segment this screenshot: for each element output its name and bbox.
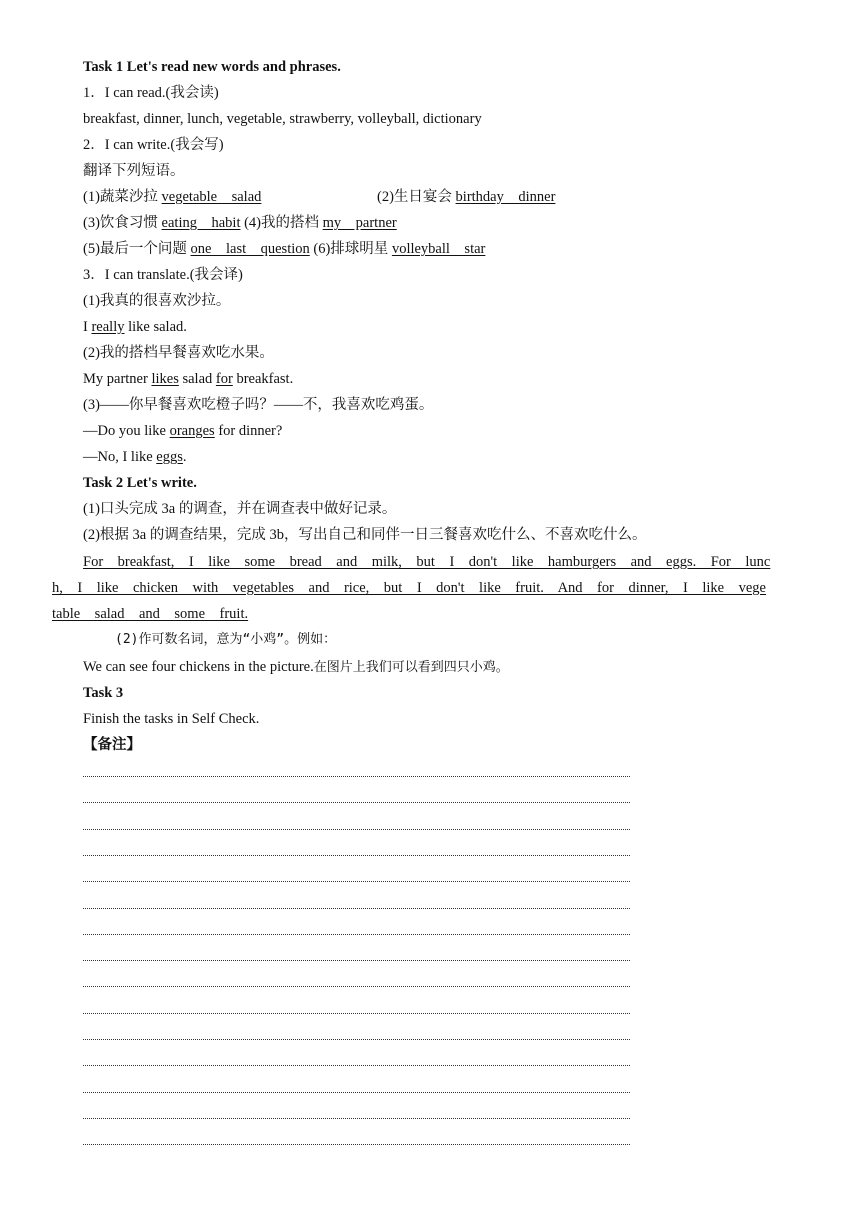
- answer-blank: really: [91, 319, 125, 335]
- phrase-prompt: (5)最后一个问题: [83, 241, 191, 257]
- write-instruction: 翻译下列短语。: [83, 163, 185, 179]
- write-heading: 2．I can write.(我会写): [83, 137, 224, 153]
- translate-3-answer: [83, 448, 187, 466]
- notes-dotted-line[interactable]: [83, 1013, 630, 1014]
- example-en: We can see four chickens in the picture.: [83, 659, 314, 675]
- phrase-prompt: (6)排球明星: [309, 241, 392, 257]
- text: .: [182, 449, 187, 465]
- task2-step2: (2)根据 3a 的调查结果，完成 3b，写出自己和同伴一日三餐喜欢吃什么、不喜欢吃什么。: [83, 527, 647, 543]
- notes-dotted-line[interactable]: [83, 934, 630, 935]
- example-cn: 在图片上我们可以看到四只小鸡。: [313, 660, 509, 675]
- task1-title: Task 1 Let's read new words and phrases.: [83, 59, 341, 75]
- notes-dotted-line[interactable]: [83, 1065, 630, 1066]
- phrase-2: [377, 188, 555, 206]
- notes-dotted-line[interactable]: [83, 1118, 630, 1119]
- read-words: breakfast, dinner, lunch, vegetable, strawberry, volleyball, dictionary: [83, 111, 482, 127]
- example-sentence: [83, 658, 509, 677]
- translate-3-question: [83, 422, 282, 440]
- task2-answer-line-1: For breakfast, I like some bread and milk, but I don't like hamburgers and eggs. For lunc: [83, 554, 771, 570]
- translate-2-cn: (2)我的搭档早餐喜欢吃水果。: [83, 345, 274, 361]
- translate-1-cn: (1)我真的很喜欢沙拉。: [83, 293, 231, 309]
- text: —No, I like: [83, 449, 157, 465]
- phrase-answer: birthday dinner: [455, 189, 556, 205]
- text: —Do you like: [83, 423, 170, 439]
- text: breakfast.: [232, 371, 294, 387]
- notes-dotted-line[interactable]: [83, 802, 630, 803]
- notes-dotted-line[interactable]: [83, 1092, 630, 1093]
- phrase-3-4: [83, 214, 397, 232]
- task2-answer-line-2: h, I like chicken with vegetables and rice, but I don't like fruit. And for dinner, I like vege: [52, 580, 766, 596]
- text: salad: [178, 371, 216, 387]
- translate-2-en: [83, 370, 293, 388]
- notes-dotted-line[interactable]: [83, 908, 630, 909]
- phrase-prompt: (2)生日宴会: [377, 189, 456, 205]
- phrase-prompt: (3)饮食习惯: [83, 215, 162, 231]
- translate-heading: 3．I can translate.(我会译): [83, 267, 243, 283]
- read-heading: 1．I can read.(我会读): [83, 85, 219, 101]
- translate-3-cn: (3)——你早餐喜欢吃橙子吗？——不，我喜欢吃鸡蛋。: [83, 397, 434, 413]
- task2-answer-line-3: table salad and some fruit.: [52, 606, 249, 622]
- phrase-prompt: (1)蔬菜沙拉: [83, 189, 162, 205]
- phrase-prompt: (4)我的搭档: [240, 215, 323, 231]
- answer-blank: oranges: [169, 423, 215, 439]
- notes-dotted-line[interactable]: [83, 829, 630, 830]
- answer-blank: eggs: [156, 449, 183, 465]
- notes-dotted-line[interactable]: [83, 776, 630, 777]
- phrase-answer: my partner: [322, 215, 397, 231]
- notes-dotted-line[interactable]: [83, 855, 630, 856]
- phrase-1: [83, 188, 261, 206]
- phrase-answer: one last question: [190, 241, 310, 257]
- task2-step1: (1)口头完成 3a 的调查，并在调查表中做好记录。: [83, 501, 397, 517]
- text: for dinner?: [214, 423, 283, 439]
- text: like salad.: [124, 319, 187, 335]
- text: I: [83, 319, 92, 335]
- task3-title: Task 3: [83, 685, 124, 701]
- answer-blank: for: [215, 371, 233, 387]
- task2-title: Task 2 Let's write.: [83, 475, 197, 491]
- notes-dotted-line[interactable]: [83, 881, 630, 882]
- answer-blank: likes: [151, 371, 179, 387]
- task3-instruction: Finish the tasks in Self Check.: [83, 711, 260, 727]
- notes-title: 【备注】: [83, 737, 141, 753]
- phrase-answer: vegetable salad: [161, 189, 262, 205]
- phrase-answer: volleyball star: [391, 241, 486, 257]
- notes-dotted-line[interactable]: [83, 960, 630, 961]
- note-line: (2)作可数名词，意为“小鸡”。例如：: [115, 632, 337, 647]
- notes-dotted-line[interactable]: [83, 1144, 630, 1145]
- phrase-5-6: [83, 240, 485, 258]
- notes-dotted-line[interactable]: [83, 1039, 630, 1040]
- notes-dotted-line[interactable]: [83, 986, 630, 987]
- translate-1-en: [83, 318, 187, 336]
- text: My partner: [83, 371, 152, 387]
- phrase-answer: eating habit: [161, 215, 241, 231]
